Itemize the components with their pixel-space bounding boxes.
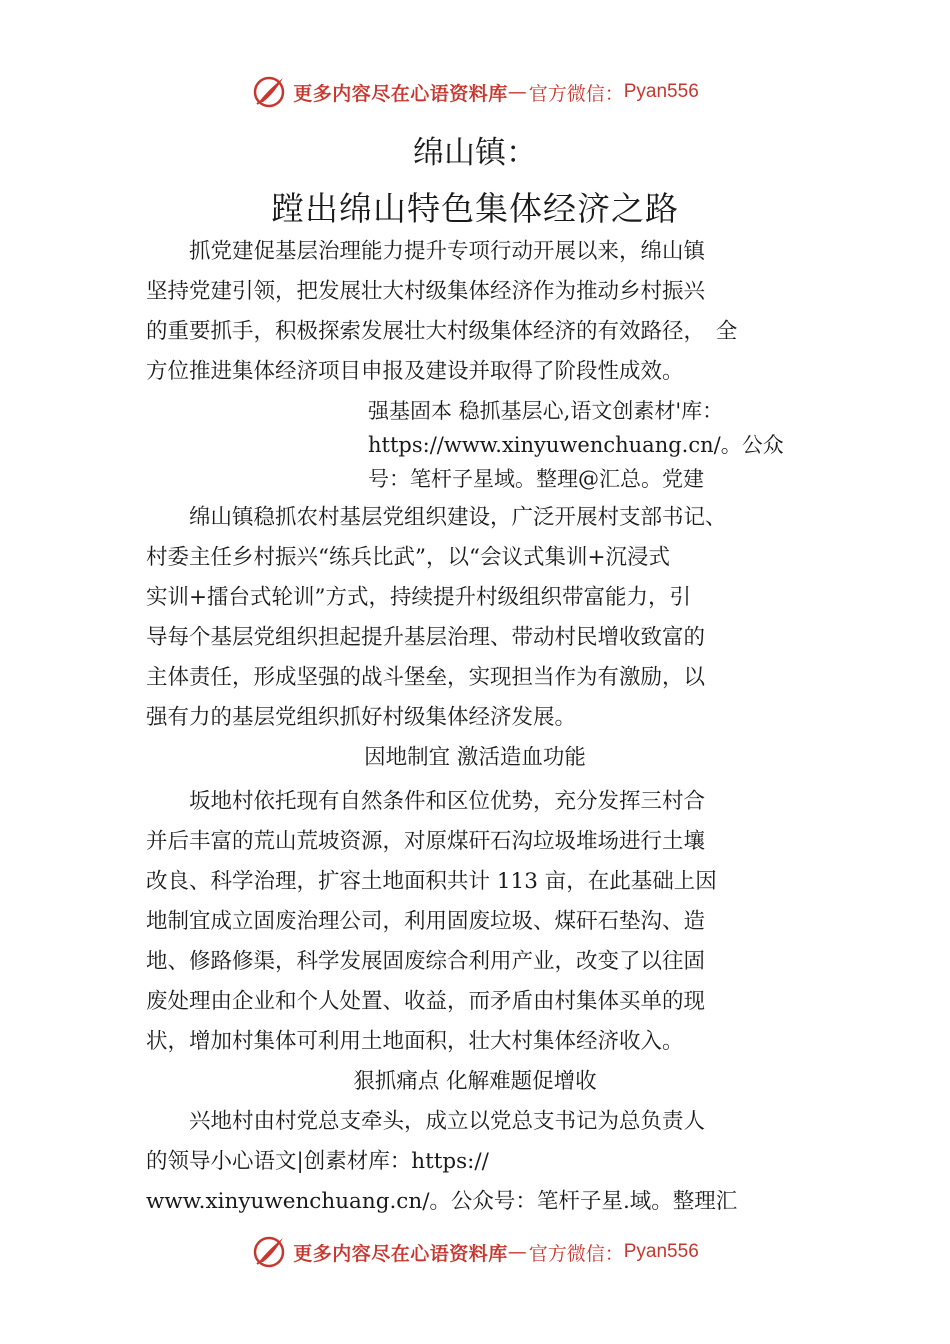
intro-paragraph xyxy=(146,232,826,392)
banner-dash: — xyxy=(507,1241,527,1263)
para4-line: www.xinyuwenchuang.cn/。公众号：笔杆子星.域。整理汇 xyxy=(146,1189,738,1214)
para2-line: 村委主任乡村振兴“练兵比武”，以“会议式集训+沉浸式 xyxy=(146,545,670,570)
banner-wechat-id: Pyan556 xyxy=(623,81,699,102)
para2-line: 绵山镇稳抓农村基层党组织建设，广泛开展村支部书记、 xyxy=(146,505,727,530)
para3-line: 改良、科学治理，扩容土地面积共计 113 亩，在此基础上因 xyxy=(146,869,717,894)
section-heading-3: 狠抓痛点 化解难题促增收 xyxy=(353,1069,597,1094)
para3-line: 并后丰富的荒山荒坡资源，对原煤矸石沟垃圾堆场进行土壤 xyxy=(146,829,706,854)
header-banner xyxy=(0,70,950,114)
para2-line: 强有力的基层党组织抓好村级集体经济发展。 xyxy=(146,705,577,730)
section-heading-2: 因地制宜 激活造血功能 xyxy=(364,745,586,770)
paragraph-4 xyxy=(146,1102,826,1222)
banner-wechat-id: Pyan556 xyxy=(623,1241,699,1262)
note-line: 强基固本 稳抓基层心,语文创素材'库： xyxy=(368,399,724,423)
paragraph-2 xyxy=(146,498,826,738)
para3-line: 状，增加村集体可利用土地面积，壮大村集体经济收入。 xyxy=(146,1029,684,1054)
para2-line: 实训+擂台式轮训”方式，持续提升村级组织带富能力，引 xyxy=(146,585,692,610)
para4-line: 的领导小心语文|创素材库：https:// xyxy=(146,1149,489,1174)
watermark-note-1 xyxy=(368,394,838,496)
banner-label: 官方微信： xyxy=(528,1242,624,1265)
intro-line: 抓党建促基层治理能力提升专项行动开展以来，绵山镇 xyxy=(146,239,706,264)
para2-line: 导每个基层党组织担起提升基层治理、带动村民增收致富的 xyxy=(146,625,706,650)
intro-line: 方位推进集体经济项目申报及建设并取得了阶段性成效。 xyxy=(146,359,684,384)
footer-banner xyxy=(0,1230,950,1274)
intro-line: 的重要抓手，积极探索发展壮大村级集体经济的有效路径， 全 xyxy=(146,319,738,344)
note-line: https://www.xinyuwenchuang.cn/。公众 xyxy=(368,433,784,457)
para2-line: 主体责任，形成坚强的战斗堡垒，实现担当作为有激励，以 xyxy=(146,665,706,690)
para4-line: 兴地村由村党总支牵头，成立以党总支书记为总负责人 xyxy=(146,1109,706,1134)
intro-line: 坚持党建引领，把发展壮大村级集体经济作为推动乡村振兴 xyxy=(146,279,706,304)
para3-line: 地、修路修渠，科学发展固废综合利用产业，改变了以往固 xyxy=(146,949,706,974)
banner-main-text: 更多内容尽在心语资料库 xyxy=(293,82,508,105)
paragraph-3 xyxy=(146,782,826,1062)
banner-label: 官方微信： xyxy=(528,82,624,105)
para3-line: 废处理由企业和个人处置、收益，而矛盾由村集体买单的现 xyxy=(146,989,706,1014)
para3-line: 地制宜成立固废治理公司，利用固废垃圾、煤矸石垫沟、造 xyxy=(146,909,706,934)
banner-main-text: 更多内容尽在心语资料库 xyxy=(293,1242,508,1265)
para3-line: 坂地村依托现有自然条件和区位优势，充分发挥三村合 xyxy=(146,789,706,814)
quill-logo-icon xyxy=(251,1234,287,1270)
banner-dash: — xyxy=(507,81,527,103)
page-title-line2: 蹚出绵山特色集体经济之路 xyxy=(271,189,679,228)
quill-logo-icon xyxy=(251,74,287,110)
note-line: 号：笔杆子星域。整理@汇总。党建 xyxy=(368,467,704,491)
page-title-line1: 绵山镇： xyxy=(413,135,537,171)
